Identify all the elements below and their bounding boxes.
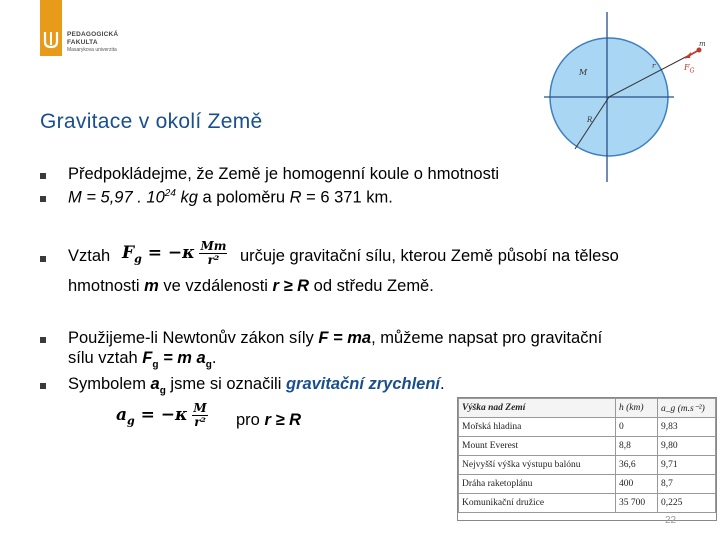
bullet-text: M = 5,97 . $10^{24}$ kg a poloměru R = 6 371 km. — [68, 188, 393, 207]
figure-label-M: M — [579, 68, 588, 77]
table-row — [459, 475, 716, 494]
table-header: h (km) — [616, 399, 658, 418]
faculty-logo — [40, 0, 62, 56]
table-cell: 0,225 — [658, 494, 716, 513]
formula-condition: pro r ≥ R — [236, 411, 301, 429]
figure-label-m: m — [699, 40, 706, 48]
bullet-text: Symbolem $a_g$ jsme si označili gravitační zrychlení. — [68, 375, 445, 397]
table-cell: 400 — [616, 475, 658, 494]
gravity-acceleration-table — [458, 398, 716, 513]
gravity-table-container — [457, 397, 717, 521]
bullet-marker — [40, 173, 46, 179]
table-header: Výška nad Zemí — [459, 399, 616, 418]
faculty-name-line1: PEDAGOGICKÁ — [67, 31, 119, 38]
table-cell: 8,7 — [658, 475, 716, 494]
gravity-acceleration-formula: $a_g = -\kappa$ $\frac{M}{\text{r²}}$ — [116, 401, 207, 429]
table-header-row — [459, 399, 716, 418]
table-cell: Nejvyšší výška výstupu balónu — [459, 456, 616, 475]
figure-label-R: R — [587, 116, 593, 124]
table-cell: 35 700 — [616, 494, 658, 513]
table-cell: 9,83 — [658, 418, 716, 437]
bullet-text: Vztah — [68, 247, 111, 265]
table-cell: 0 — [616, 418, 658, 437]
bullet-marker — [40, 256, 46, 262]
table-row — [459, 418, 716, 437]
table-row — [459, 494, 716, 513]
figure-label-r: r — [652, 62, 656, 70]
gravity-force-formula: $F_g = -\kappa$ $\frac{Mm}{\text{r²}}$ — [122, 239, 227, 267]
bullet-text: určuje gravitační sílu, kterou Země působí na těleso — [240, 247, 619, 265]
slide-title: Gravitace v okolí Země — [40, 110, 263, 133]
table-cell: Mount Everest — [459, 437, 616, 456]
bullet-marker — [40, 337, 46, 343]
earth-diagram — [539, 4, 715, 186]
page-number: 22 — [665, 515, 677, 526]
table-cell: 9,80 — [658, 437, 716, 456]
table-cell: 9,71 — [658, 456, 716, 475]
faculty-name — [67, 31, 118, 54]
university-name: Masarykova univerzita — [67, 47, 117, 53]
table-cell: 8,8 — [616, 437, 658, 456]
bullet-text: sílu vztah $F_g = m$ $a_g$. — [68, 349, 217, 371]
table-row — [459, 456, 716, 475]
table-cell: 36,6 — [616, 456, 658, 475]
bullet-text: Předpokládejme, že Země je homogenní koule o hmotnosti — [68, 165, 500, 183]
bullet-marker — [40, 196, 46, 202]
faculty-name-line2: FAKULTA — [67, 39, 98, 46]
table-header: a_g (m.s⁻²) — [658, 399, 716, 418]
bullet-text: Použijeme-li Newtonův zákon síly F = ma, můžeme napsat pro gravitační — [68, 329, 603, 347]
table-cell: Komunikační družice — [459, 494, 616, 513]
table-row — [459, 437, 716, 456]
figure-label-F: $F_G$ — [684, 63, 695, 75]
table-cell: Mořská hladina — [459, 418, 616, 437]
table-cell: Dráha raketoplánu — [459, 475, 616, 494]
university-emblem-icon — [43, 30, 59, 50]
bullet-marker — [40, 383, 46, 389]
bullet-text: hmotnosti m ve vzdálenosti r ≥ R od středu Země. — [68, 277, 434, 295]
earth-figure — [539, 4, 715, 186]
